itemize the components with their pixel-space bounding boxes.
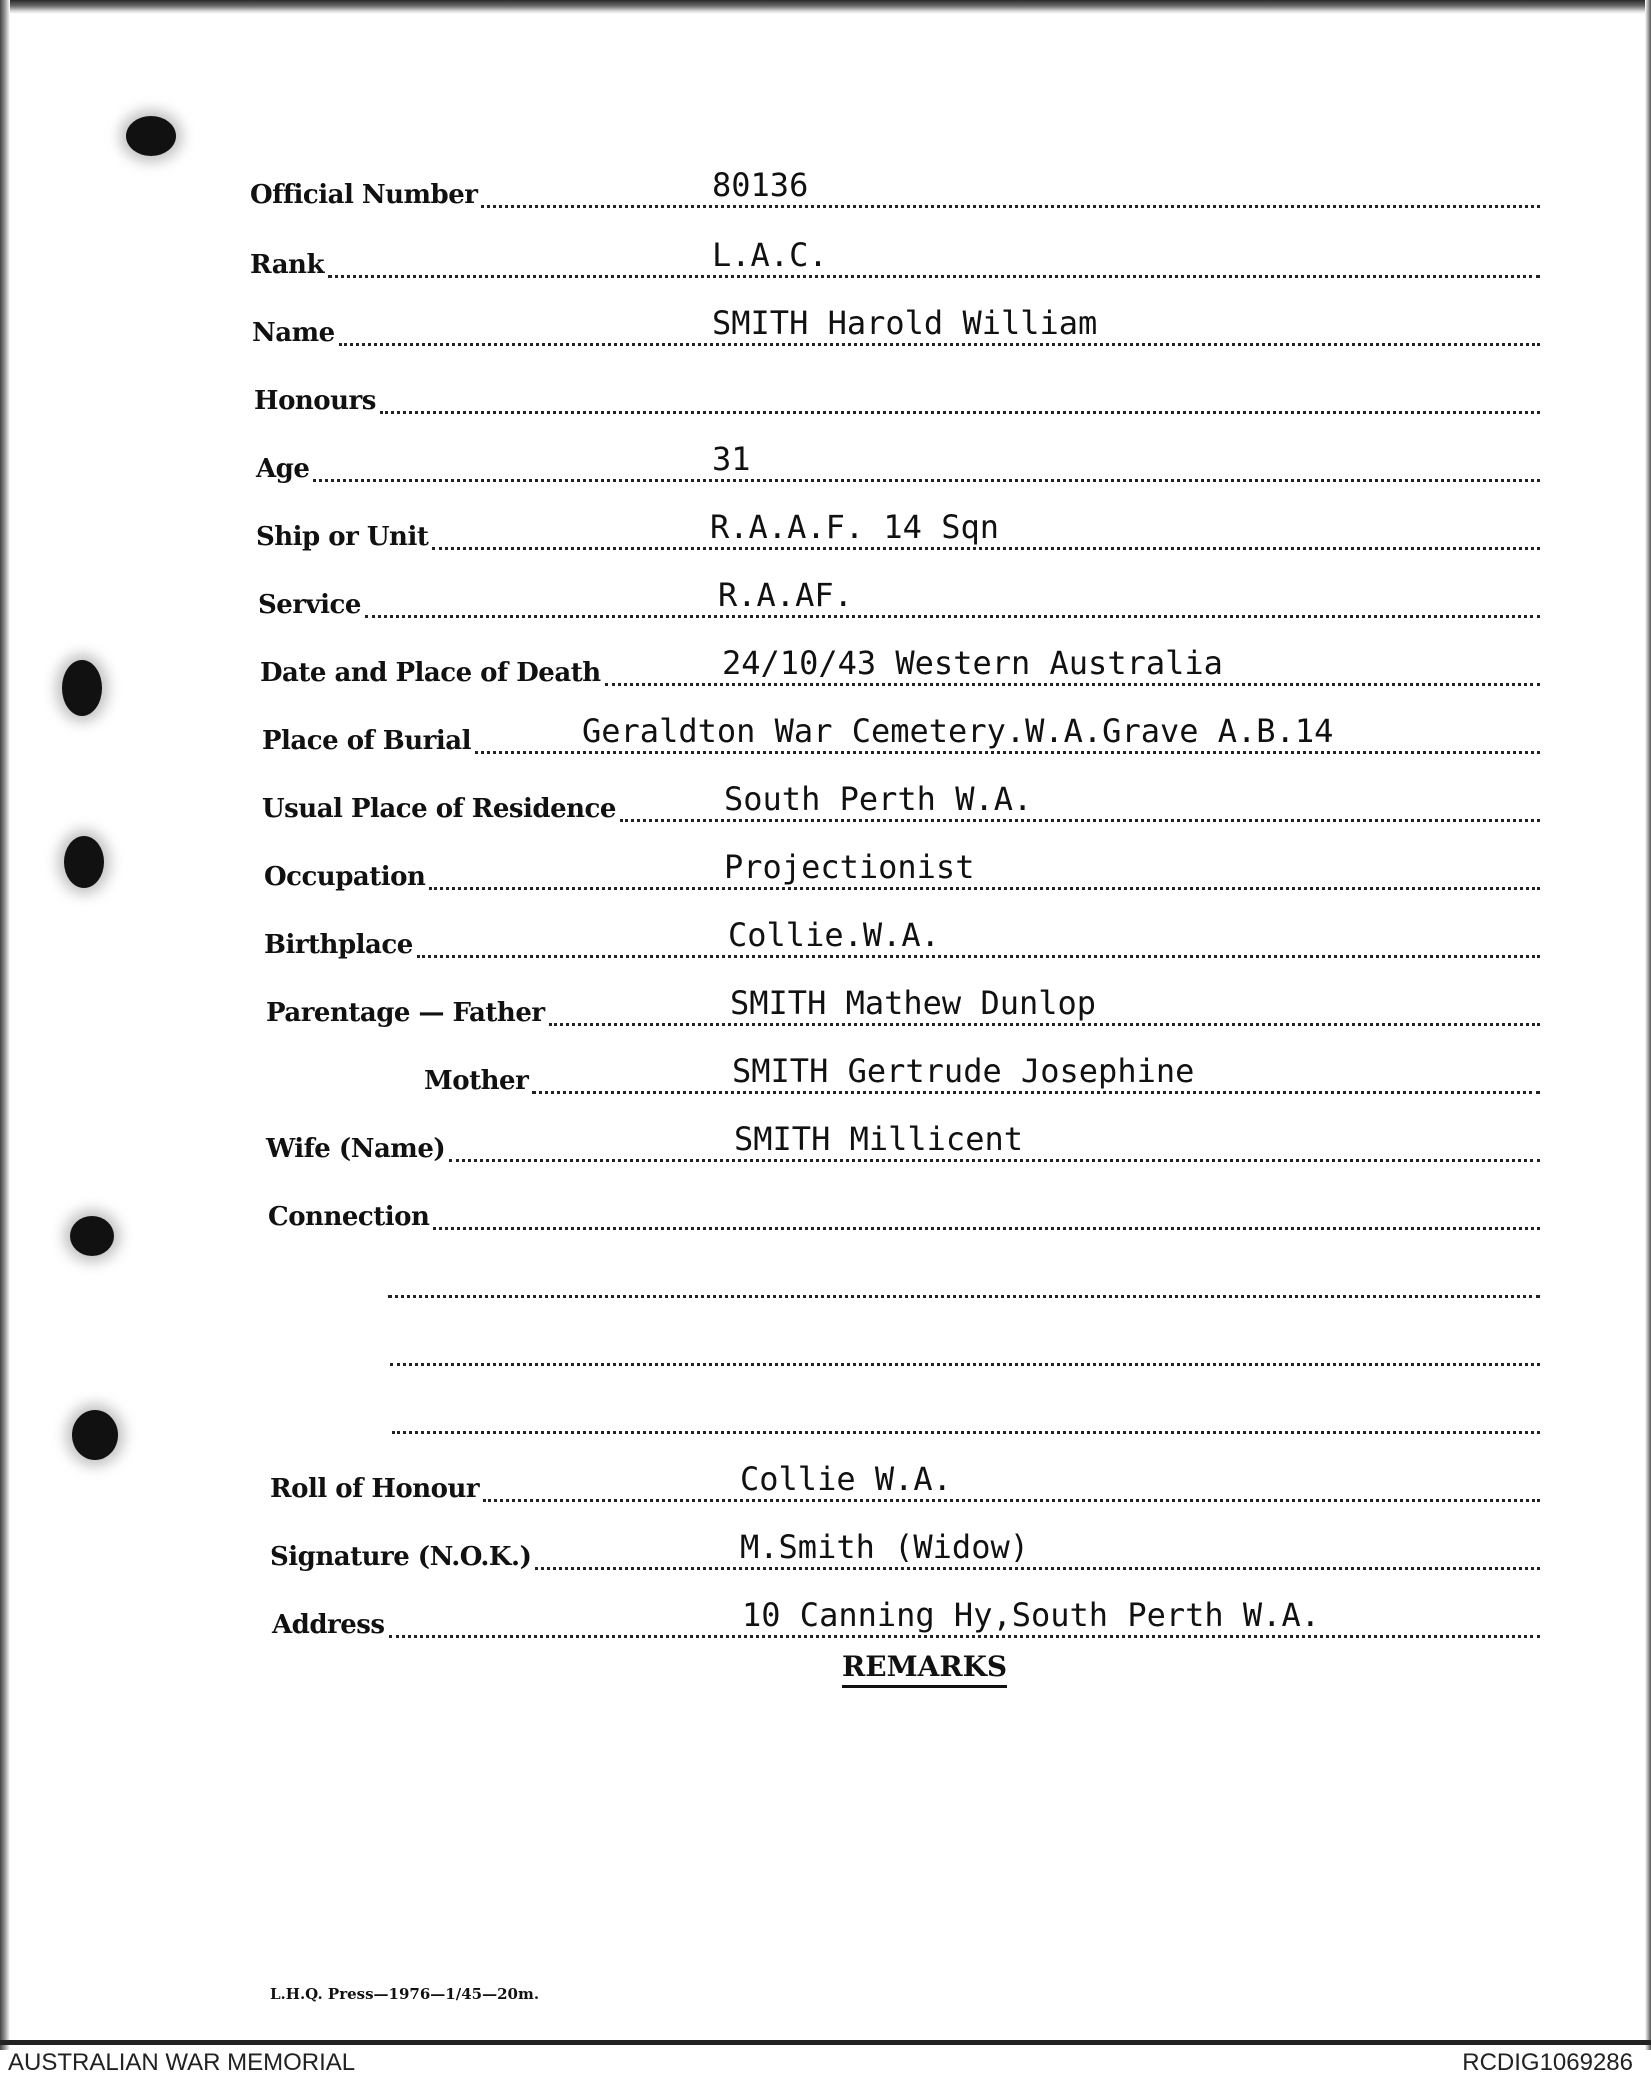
field-label: Parentage — Father bbox=[266, 998, 545, 1028]
dotted-leader bbox=[429, 887, 1540, 890]
field-value: SMITH Harold William bbox=[712, 304, 1098, 342]
field-value: L.A.C. bbox=[712, 236, 828, 274]
field-label: Service bbox=[258, 590, 361, 620]
dotted-leader bbox=[549, 1023, 1540, 1026]
field-value: Projectionist bbox=[724, 848, 975, 886]
form-row bbox=[0, 296, 1651, 356]
dotted-leader bbox=[433, 1227, 1540, 1230]
field-label: Ship or Unit bbox=[256, 522, 429, 552]
form-row bbox=[0, 1248, 1651, 1308]
field-label: Address bbox=[272, 1610, 385, 1640]
dotted-leader bbox=[605, 683, 1540, 686]
field-label: Age bbox=[256, 454, 310, 484]
dotted-leader bbox=[389, 1635, 1540, 1638]
dotted-leader bbox=[417, 955, 1540, 958]
form-row bbox=[0, 1452, 1651, 1512]
form-row bbox=[0, 772, 1651, 832]
field-value: SMITH Mathew Dunlop bbox=[730, 984, 1097, 1022]
field-value: M.Smith (Widow) bbox=[740, 1528, 1029, 1566]
form-row bbox=[0, 840, 1651, 900]
dotted-leader bbox=[481, 205, 1540, 208]
field-label: Mother bbox=[424, 1066, 529, 1096]
dotted-leader bbox=[339, 343, 1540, 346]
form-row bbox=[0, 228, 1651, 288]
field-label: Signature (N.O.K.) bbox=[270, 1542, 532, 1572]
dotted-leader bbox=[432, 547, 1540, 550]
dotted-leader bbox=[475, 751, 1540, 754]
dotted-leader bbox=[313, 479, 1540, 482]
field-label: Connection bbox=[268, 1202, 430, 1232]
field-value: SMITH Millicent bbox=[734, 1120, 1023, 1158]
dotted-leader bbox=[365, 615, 1540, 618]
field-value: SMITH Gertrude Josephine bbox=[732, 1052, 1195, 1090]
form-row bbox=[0, 1384, 1651, 1444]
dotted-leader bbox=[380, 411, 1540, 414]
dotted-leader bbox=[483, 1499, 1540, 1502]
form-row bbox=[0, 1520, 1651, 1580]
field-value: 10 Canning Hy,South Perth W.A. bbox=[742, 1596, 1320, 1634]
field-label: Birthplace bbox=[264, 930, 413, 960]
field-value: R.A.A.F. 14 Sqn bbox=[710, 508, 999, 546]
form-row bbox=[0, 1112, 1651, 1172]
form-row bbox=[0, 364, 1651, 424]
form-row bbox=[0, 976, 1651, 1036]
dotted-leader bbox=[620, 819, 1540, 822]
field-label: Wife (Name) bbox=[266, 1134, 446, 1164]
form-row bbox=[0, 568, 1651, 628]
form-row bbox=[0, 1316, 1651, 1376]
punch-hole-top bbox=[126, 116, 176, 156]
field-label: Occupation bbox=[264, 862, 426, 892]
field-value: R.A.AF. bbox=[718, 576, 853, 614]
form-row bbox=[0, 1180, 1651, 1240]
field-label: Rank bbox=[250, 250, 324, 280]
form-row bbox=[0, 636, 1651, 696]
remarks-heading: REMARKS bbox=[842, 1650, 1007, 1688]
field-label: Usual Place of Residence bbox=[262, 794, 616, 824]
field-value: Collie W.A. bbox=[740, 1460, 952, 1498]
form-row bbox=[0, 908, 1651, 968]
form-row bbox=[0, 500, 1651, 560]
printer-imprint: L.H.Q. Press—1976—1/45—20m. bbox=[270, 1985, 540, 2003]
footer-institution: AUSTRALIAN WAR MEMORIAL bbox=[8, 2049, 356, 2076]
field-label: Official Number bbox=[250, 180, 478, 210]
dotted-leader bbox=[388, 1295, 1540, 1298]
field-value: South Perth W.A. bbox=[724, 780, 1033, 818]
form-row bbox=[0, 432, 1651, 492]
dotted-leader bbox=[449, 1159, 1540, 1162]
field-value: 31 bbox=[712, 440, 751, 478]
form-row bbox=[0, 158, 1651, 218]
field-label: Honours bbox=[254, 386, 376, 416]
form-row bbox=[0, 1588, 1651, 1648]
field-label: Date and Place of Death bbox=[260, 658, 601, 688]
dotted-leader bbox=[532, 1091, 1540, 1094]
field-value: 24/10/43 Western Australia bbox=[722, 644, 1223, 682]
field-label: Name bbox=[252, 318, 335, 348]
field-value: Geraldton War Cemetery.W.A.Grave A.B.14 bbox=[582, 712, 1334, 750]
dotted-leader bbox=[328, 275, 1540, 278]
scan-edge-top bbox=[0, 0, 1651, 14]
dotted-leader bbox=[535, 1567, 1540, 1570]
field-label: Roll of Honour bbox=[270, 1474, 480, 1504]
field-value: Collie.W.A. bbox=[728, 916, 940, 954]
dotted-leader bbox=[390, 1363, 1540, 1366]
dotted-leader bbox=[392, 1431, 1540, 1434]
field-value: 80136 bbox=[712, 166, 809, 204]
footer-item-id: RCDIG1069286 bbox=[1462, 2049, 1633, 2076]
form-row bbox=[0, 1044, 1651, 1104]
form-row bbox=[0, 704, 1651, 764]
field-label: Place of Burial bbox=[262, 726, 471, 756]
